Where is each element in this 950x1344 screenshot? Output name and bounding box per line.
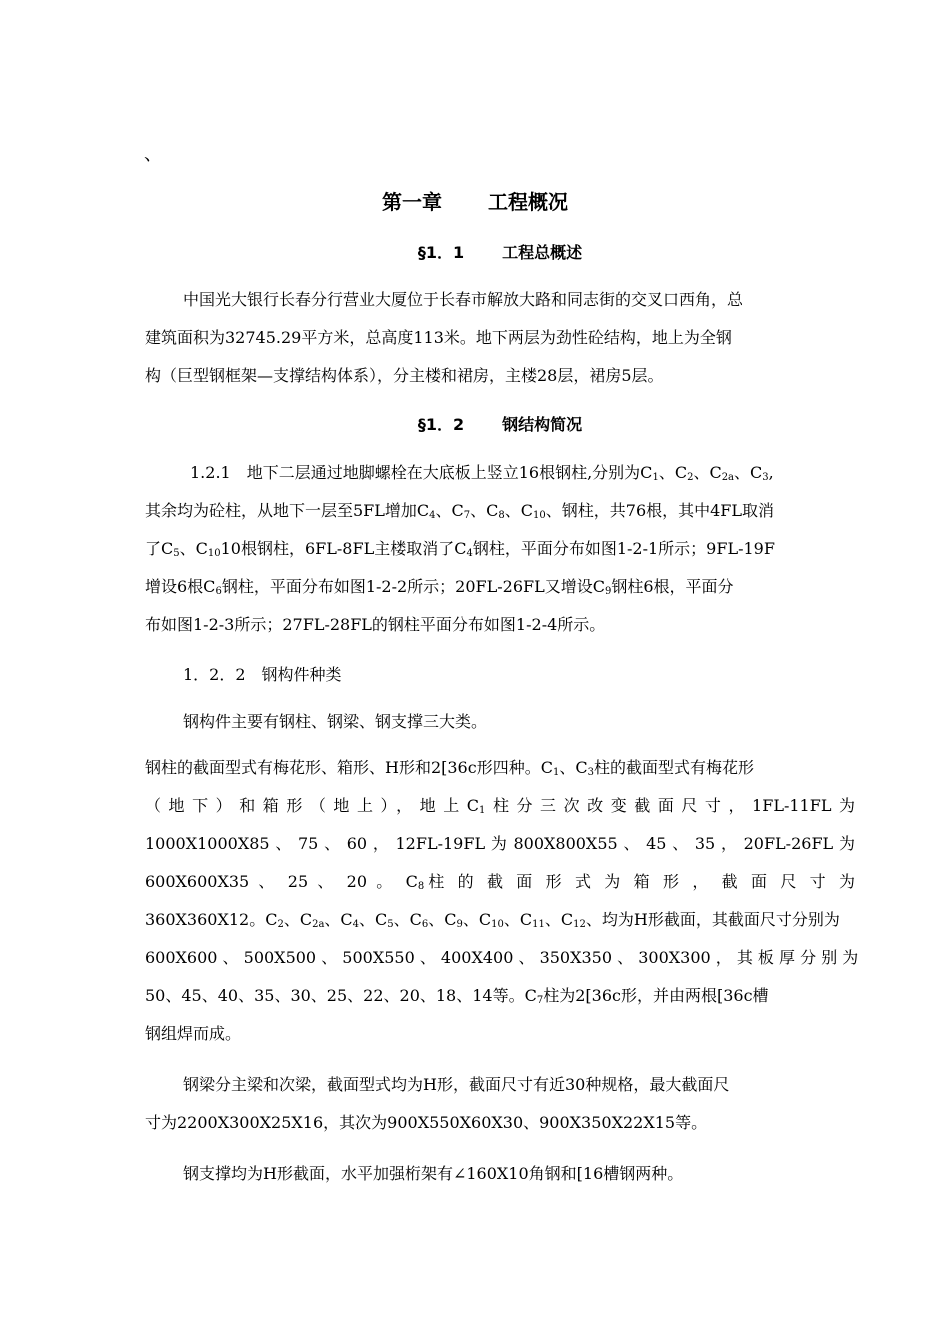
- p121-line-2: 其余均为砼柱，从地下一层至5FL增加$C_4$、$C_7$、$C_8$、$C_{10}$、钢柱，共76根，其中4FL取消: [145, 501, 775, 521]
- overview-line-3: 构（巨型钢框架—支撑结构体系），分主楼和裙房，主楼28层，裙房5层。: [145, 366, 664, 385]
- brace-paragraph: 钢支撑均为H形截面，水平加强桁架有∠160X10角钢和[16槽钢两种。: [183, 1164, 684, 1183]
- section-title: 工程总概述: [502, 243, 583, 262]
- beam-line-2: 寸为2200X300X25X16，其次为900X550X60X30、900X350X22X15等。: [145, 1113, 708, 1132]
- col-line-5: 360X360X12。$C_2$、$C_{2a}$、$C_4$、$C_5$、$C_6$、$C_9$、$C_{10}$、$C_{11}$、$C_{12}$、均为H形截面，其截面尺寸分别为: [145, 910, 840, 930]
- overview-line-1: 中国光大银行长春分行营业大厦位于长春市解放大路和同志街的交叉口西角，总: [183, 290, 744, 309]
- col-line-1: 钢柱的截面型式有梅花形、箱形、H形和2[36c形四种。$C_1$、$C_3$柱的截面型式有梅花形: [145, 758, 754, 778]
- p121-line-5: 布如图1-2-3所示；27FL-28FL的钢柱平面分布如图1-2-4所示。: [145, 615, 606, 634]
- chapter-title: 工程概况: [488, 190, 568, 214]
- chapter-number: 第一章: [382, 190, 442, 214]
- p121-line-3: 了$C_5$、$C_{10}10$根钢柱，6FL-8FL主楼取消了$C_4$钢柱，平面分布如图1-2-1所示；9FL-19F: [145, 539, 775, 559]
- col-line-4: 600X600X35 、 25 、 20 。 $C_8$柱 的 截 面 形 式 为 箱 形 ， 截 面 尺 寸 为: [145, 872, 855, 892]
- section-number: §1．2: [417, 415, 465, 434]
- col-line-7: 50、45、40、35、30、25、22、20、18、14等。$C_7$柱为2[36c形，并由两根[36c槽: [145, 986, 769, 1006]
- section-heading-1-1: [0, 240, 950, 263]
- chapter-heading: [0, 186, 950, 215]
- subheading-1-2-2: 1．2．2 钢构件种类: [183, 665, 342, 684]
- col-line-2: （地下）和箱形（地上），地上$C_1$柱分三次改变截面尺寸，1FL-11FL为: [145, 796, 855, 816]
- overview-line-2: 建筑面积为32745.29平方米，总高度113米。地下两层为劲性砼结构，地上为全钢: [145, 328, 732, 347]
- corner-mark: 、: [144, 144, 162, 165]
- p121-line-1: 1.2.1 地下二层通过地脚螺栓在大底板上竖立16根钢柱,分别为$C_1$、$C_2$、$C_{2a}$、$C_3$,: [190, 463, 774, 483]
- types-paragraph: 钢构件主要有钢柱、钢梁、钢支撑三大类。: [183, 712, 488, 731]
- beam-line-1: 钢梁分主梁和次梁，截面型式均为H形，截面尺寸有近30种规格，最大截面尺: [183, 1075, 730, 1094]
- col-line-8: 钢组焊而成。: [145, 1024, 242, 1043]
- section-heading-1-2: [0, 412, 950, 435]
- section-title: 钢结构简况: [502, 415, 583, 434]
- section-number: §1．1: [417, 243, 465, 262]
- col-line-3: 1000X1000X85 、 75 、 60 ， 12FL-19FL 为 800X800X55 、 45 、 35 ， 20FL-26FL 为: [145, 834, 855, 853]
- col-line-6: 600X600 、 500X500 、 500X550 、 400X400 、 350X350 、 300X300 ， 其 板 厚 分 别 为: [145, 948, 859, 967]
- p121-line-4: 增设6根$C_6$钢柱，平面分布如图1-2-2所示；20FL-26FL又增设$C_9$钢柱6根，平面分: [145, 577, 734, 597]
